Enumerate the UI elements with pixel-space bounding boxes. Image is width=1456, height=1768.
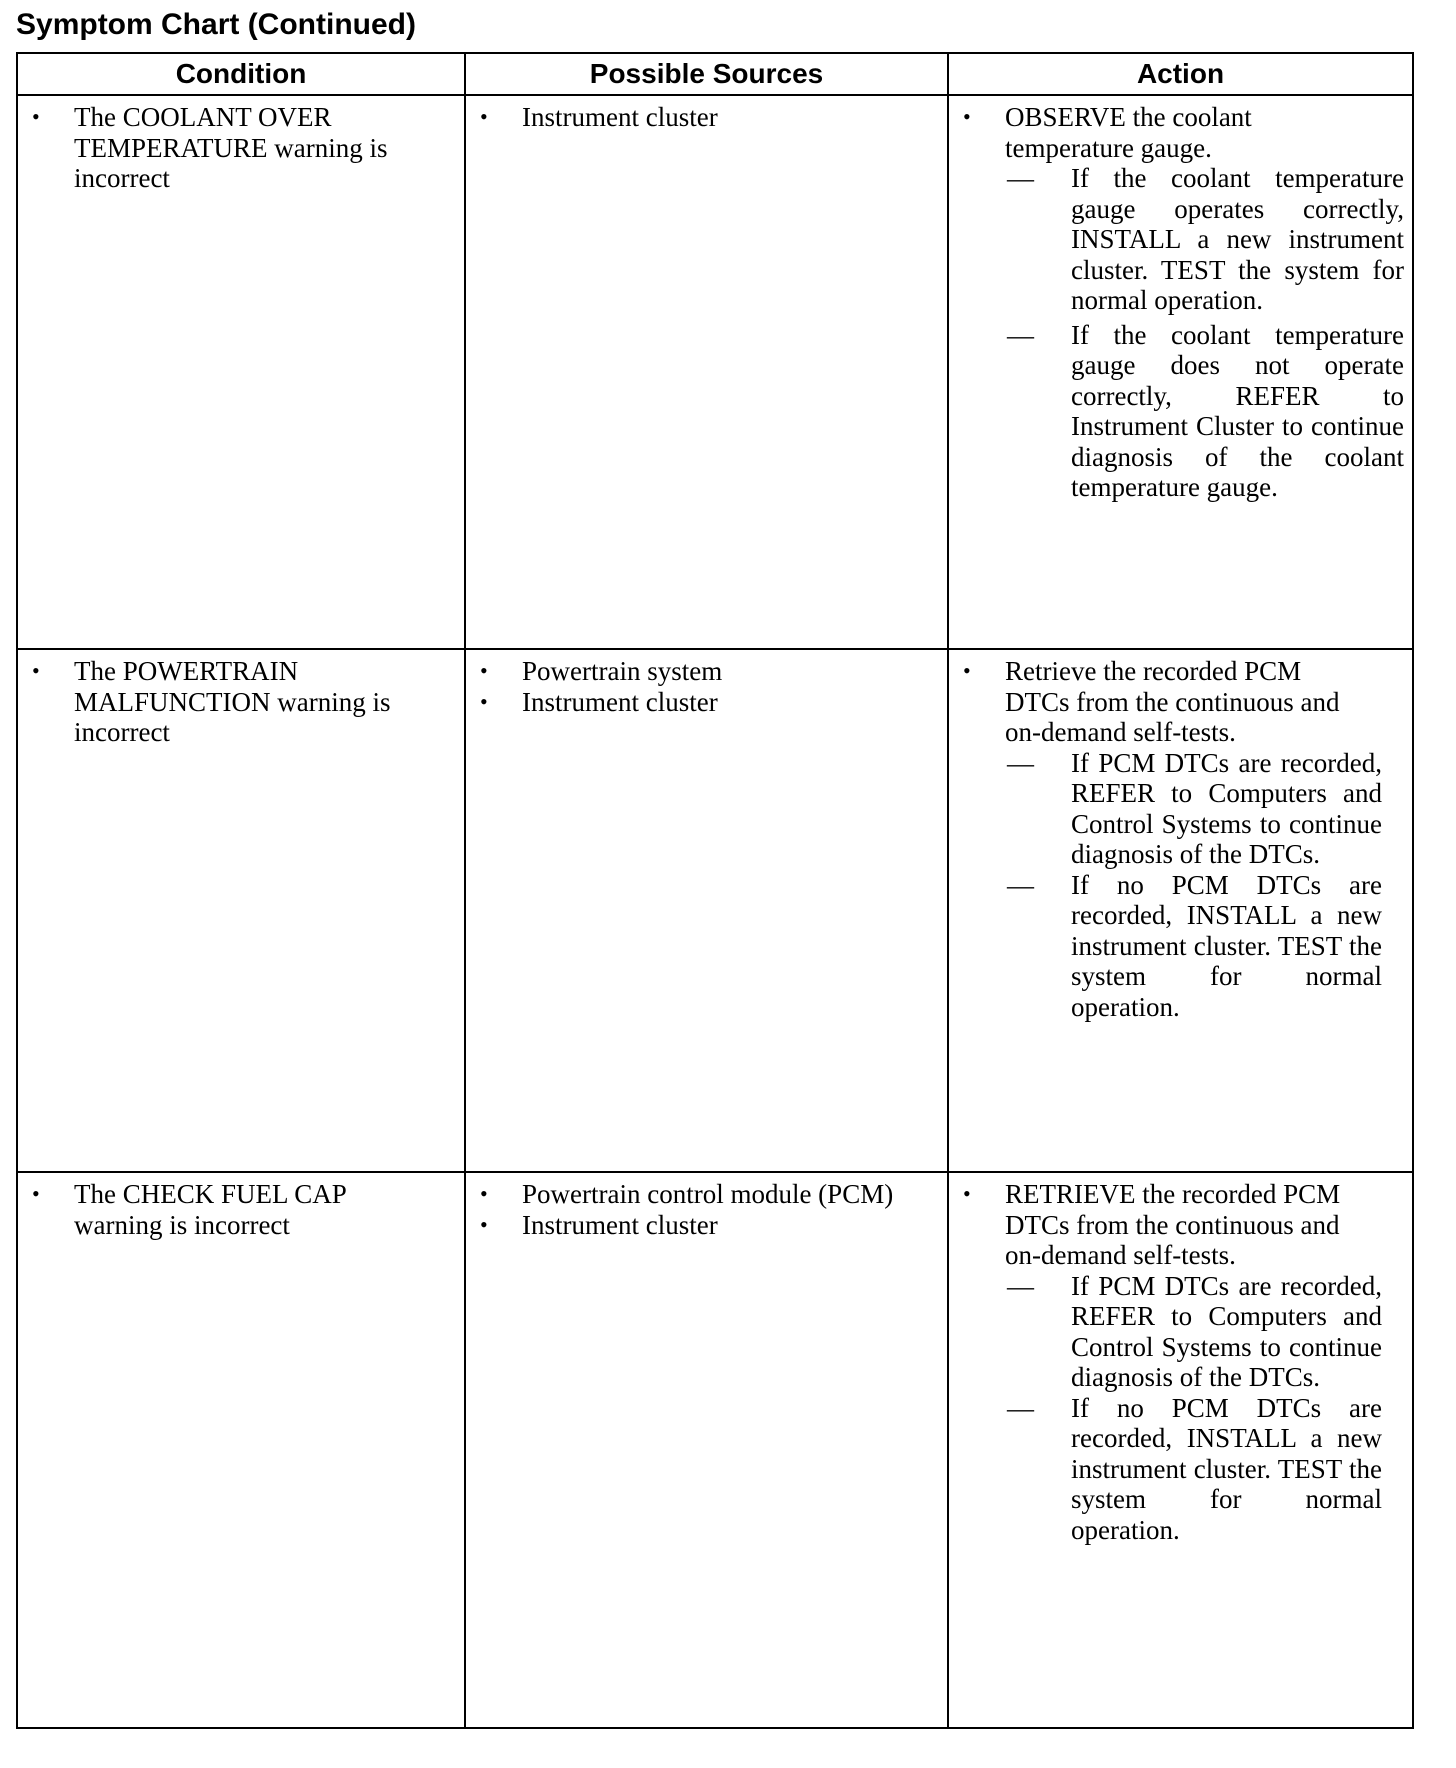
page-title: Symptom Chart (Continued) — [16, 8, 416, 41]
action-text: • Retrieve the recorded PCM DTCs from the continuous and on-demand self-tests. — [949, 656, 1412, 748]
action-text: • OBSERVE the coolant temperature gauge. — [949, 102, 1412, 163]
sub-action: — If no PCM DTCs are recorded, INSTALL a new instrument cluster. TEST the system for normal operation. — [949, 870, 1412, 1023]
sources-cell — [465, 649, 948, 1172]
action-cell — [948, 1172, 1413, 1728]
condition-text: • The CHECK FUEL CAP warning is incorrect — [18, 1179, 464, 1240]
source-item: • Powertrain system — [466, 656, 947, 687]
sources-cell — [465, 95, 948, 649]
action-cell — [948, 649, 1413, 1172]
header-condition: Condition — [17, 53, 465, 95]
table-row — [17, 1172, 1413, 1728]
action-cell — [948, 95, 1413, 649]
condition-text: • The POWERTRAIN MALFUNCTION warning is incorrect — [18, 656, 464, 748]
condition-cell — [17, 95, 465, 649]
header-possible-sources: Possible Sources — [465, 53, 948, 95]
sub-action: — If the coolant temperature gauge does not operate correctly, REFER to Instrument Cluster to continue diagnosis of the coolant temperature gauge. — [949, 320, 1412, 503]
sub-action: — If no PCM DTCs are recorded, INSTALL a new instrument cluster. TEST the system for normal operation. — [949, 1393, 1412, 1546]
condition-cell — [17, 1172, 465, 1728]
condition-text: • The COOLANT OVER TEMPERATURE warning is incorrect — [18, 102, 464, 194]
table-row — [17, 95, 1413, 649]
sub-action: — If PCM DTCs are recorded, REFER to Computers and Control Systems to continue diagnosis of the DTCs. — [949, 1271, 1412, 1393]
source-item: • Instrument cluster — [466, 687, 947, 718]
source-item: • Instrument cluster — [466, 1210, 947, 1241]
sub-action: — If the coolant temperature gauge operates correctly, INSTALL a new instrument cluster. TEST the system for normal operation. — [949, 163, 1412, 316]
source-item: • Powertrain control module (PCM) — [466, 1179, 947, 1210]
table-row — [17, 649, 1413, 1172]
condition-cell — [17, 649, 465, 1172]
source-item: • Instrument cluster — [466, 102, 947, 133]
symptom-chart-table — [16, 52, 1414, 1729]
sub-action: — If PCM DTCs are recorded, REFER to Computers and Control Systems to continue diagnosis of the DTCs. — [949, 748, 1412, 870]
header-row — [17, 53, 1413, 95]
header-action: Action — [948, 53, 1413, 95]
action-text: • RETRIEVE the recorded PCM DTCs from the continuous and on-demand self-tests. — [949, 1179, 1412, 1271]
sources-cell — [465, 1172, 948, 1728]
